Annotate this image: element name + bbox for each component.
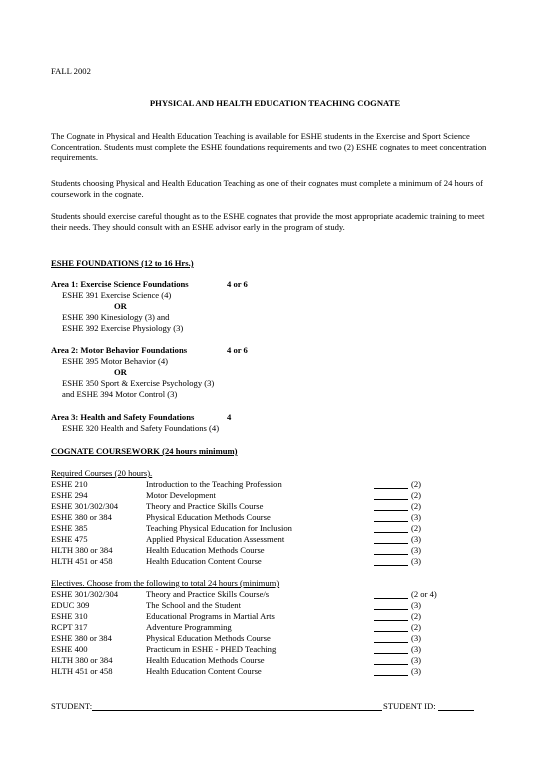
- check-blank[interactable]: [374, 655, 408, 665]
- course-hours: (3): [411, 600, 422, 610]
- check-blank[interactable]: [374, 545, 408, 555]
- course-code: ESHE 400: [51, 644, 88, 654]
- area2-or: OR: [114, 367, 127, 377]
- student-id-field[interactable]: [438, 710, 474, 711]
- table-row: [51, 622, 481, 633]
- course-code: ESHE 385: [51, 523, 88, 533]
- area1-title: Area 1: Exercise Science Foundations: [51, 279, 189, 289]
- course-code: HLTH 451 or 458: [51, 666, 113, 676]
- area2-line: and ESHE 394 Motor Control (3): [62, 389, 178, 399]
- area1-line: ESHE 392 Exercise Physiology (3): [62, 323, 184, 333]
- table-row: [51, 490, 481, 501]
- course-code: HLTH 380 or 384: [51, 545, 113, 555]
- course-name: The School and the Student: [146, 600, 241, 610]
- table-row: [51, 666, 481, 677]
- course-hours: (2): [411, 622, 422, 632]
- course-hours: (2): [411, 479, 422, 489]
- course-hours: (3): [411, 655, 422, 665]
- area2-line: ESHE 350 Sport & Exercise Psychology (3): [62, 378, 215, 388]
- table-row: [51, 479, 481, 490]
- area3-title: Area 3: Health and Safety Foundations: [51, 412, 195, 422]
- course-code: RCPT 317: [51, 622, 88, 632]
- course-hours: (3): [411, 644, 422, 654]
- course-code: ESHE 301/302/304: [51, 501, 119, 511]
- area2-line: ESHE 395 Motor Behavior (4): [62, 356, 168, 366]
- document-title: PHYSICAL AND HEALTH EDUCATION TEACHING COGNATE: [149, 98, 401, 108]
- course-hours: (2): [411, 490, 422, 500]
- area2-hours: 4 or 6: [227, 345, 248, 355]
- course-name: Physical Education Methods Course: [146, 633, 271, 643]
- check-blank[interactable]: [374, 501, 408, 511]
- intro-paragraph-3: Students should exercise careful thought as to the ESHE cognates that provide the most appropriate academic training to meet their needs. They should consult with an ESHE advisor early in the program of study.: [51, 211, 485, 232]
- electives-label: Electives. Choose from the following to total 24 hours (minimum): [51, 578, 280, 588]
- student-name-field[interactable]: [92, 710, 382, 711]
- course-name: Health Education Methods Course: [146, 545, 265, 555]
- check-blank[interactable]: [374, 523, 408, 533]
- table-row: [51, 545, 481, 556]
- table-row: [51, 611, 481, 622]
- student-label: STUDENT:: [51, 701, 93, 711]
- student-id-label: STUDENT ID:: [383, 701, 436, 711]
- check-blank[interactable]: [374, 556, 408, 566]
- check-blank[interactable]: [374, 633, 408, 643]
- course-name: Health Education Content Course: [146, 556, 262, 566]
- course-code: HLTH 451 or 458: [51, 556, 113, 566]
- course-hours: (3): [411, 666, 422, 676]
- table-row: [51, 589, 481, 600]
- course-name: Health Education Content Course: [146, 666, 262, 676]
- table-row: [51, 501, 481, 512]
- area1-line: ESHE 391 Exercise Science (4): [62, 290, 172, 300]
- course-name: Physical Education Methods Course: [146, 512, 271, 522]
- check-blank[interactable]: [374, 622, 408, 632]
- table-row: [51, 633, 481, 644]
- check-blank[interactable]: [374, 490, 408, 500]
- check-blank[interactable]: [374, 611, 408, 621]
- area1-or: OR: [114, 301, 127, 311]
- check-blank[interactable]: [374, 512, 408, 522]
- area1-line: ESHE 390 Kinesiology (3) and: [62, 312, 170, 322]
- course-hours: (3): [411, 512, 422, 522]
- course-code: ESHE 210: [51, 479, 88, 489]
- course-code: ESHE 380 or 384: [51, 633, 112, 643]
- course-hours: (3): [411, 556, 422, 566]
- course-name: Practicum in ESHE - PHED Teaching: [146, 644, 277, 654]
- course-name: Educational Programs in Martial Arts: [146, 611, 275, 621]
- course-name: Motor Development: [146, 490, 216, 500]
- table-row: [51, 523, 481, 534]
- intro-paragraph-1: The Cognate in Physical and Health Education Teaching is available for ESHE students in the Exercise and Sport Science Concentration. Students must complete the ESHE foundations requirements and two (2) ESHE cognates to meet concentration requirements.: [51, 131, 487, 163]
- course-hours: (2): [411, 523, 422, 533]
- course-name: Adventure Programming: [146, 622, 232, 632]
- table-row: [51, 512, 481, 523]
- course-name: Theory and Practice Skills Course: [146, 501, 264, 511]
- course-code: ESHE 475: [51, 534, 88, 544]
- course-name: Teaching Physical Education for Inclusion: [146, 523, 292, 533]
- course-hours: (3): [411, 545, 422, 555]
- foundations-heading: ESHE FOUNDATIONS (12 to 16 Hrs.): [51, 258, 194, 268]
- intro-paragraph-2: Students choosing Physical and Health Education Teaching as one of their cognates must complete a minimum of 24 hours of coursework in the cognate.: [51, 178, 483, 199]
- course-hours: (2): [411, 611, 422, 621]
- course-name: Health Education Methods Course: [146, 655, 265, 665]
- course-name: Introduction to the Teaching Profession: [146, 479, 282, 489]
- check-blank[interactable]: [374, 644, 408, 654]
- course-hours: (2): [411, 501, 422, 511]
- course-code: ESHE 301/302/304: [51, 589, 119, 599]
- required-courses-label: Required Courses (20 hours).: [51, 468, 153, 478]
- table-row: [51, 600, 481, 611]
- coursework-heading: COGNATE COURSEWORK (24 hours minimum): [51, 446, 238, 456]
- check-blank[interactable]: [374, 479, 408, 489]
- course-hours: (2 or 4): [411, 589, 437, 599]
- table-row: [51, 556, 481, 567]
- area2-title: Area 2: Motor Behavior Foundations: [51, 345, 188, 355]
- course-hours: (3): [411, 633, 422, 643]
- term-label: FALL 2002: [51, 66, 91, 76]
- area3-hours: 4: [227, 412, 232, 422]
- area1-hours: 4 or 6: [227, 279, 248, 289]
- check-blank[interactable]: [374, 666, 408, 676]
- course-code: ESHE 294: [51, 490, 88, 500]
- table-row: [51, 644, 481, 655]
- check-blank[interactable]: [374, 534, 408, 544]
- course-hours: (3): [411, 534, 422, 544]
- check-blank[interactable]: [374, 589, 408, 599]
- course-code: ESHE 310: [51, 611, 88, 621]
- course-code: ESHE 380 or 384: [51, 512, 112, 522]
- course-name: Theory and Practice Skills Course/s: [146, 589, 270, 599]
- course-code: EDUC 309: [51, 600, 90, 610]
- check-blank[interactable]: [374, 600, 408, 610]
- table-row: [51, 655, 481, 666]
- area3-line: ESHE 320 Health and Safety Foundations (4): [62, 423, 220, 433]
- course-name: Applied Physical Education Assessment: [146, 534, 285, 544]
- table-row: [51, 534, 481, 545]
- course-code: HLTH 380 or 384: [51, 655, 113, 665]
